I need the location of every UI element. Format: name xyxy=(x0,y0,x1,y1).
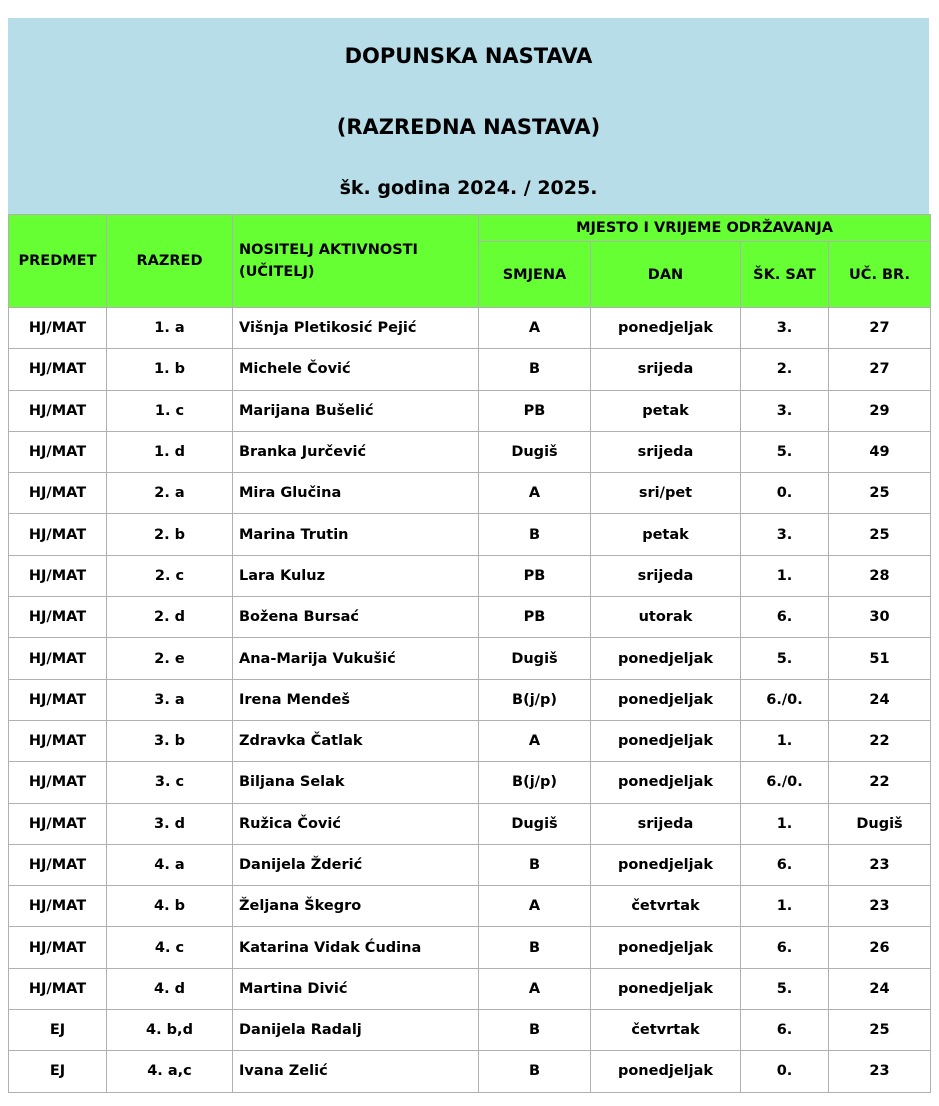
cell-razred: 3. a xyxy=(107,679,233,720)
cell-uc-br: 25 xyxy=(829,1010,931,1051)
table-row xyxy=(9,473,931,514)
cell-razred: 4. b xyxy=(107,886,233,927)
table-row xyxy=(9,968,931,1009)
cell-uc-br: 25 xyxy=(829,473,931,514)
schedule-table xyxy=(8,214,931,1093)
cell-smjena: B xyxy=(479,927,591,968)
table-row xyxy=(9,844,931,885)
table-row xyxy=(9,390,931,431)
cell-predmet: HJ/MAT xyxy=(9,473,107,514)
cell-predmet: HJ/MAT xyxy=(9,514,107,555)
cell-ucitelj: Martina Divić xyxy=(233,968,479,1009)
cell-sat: 6. xyxy=(741,597,829,638)
cell-ucitelj: Michele Čović xyxy=(233,349,479,390)
cell-dan: ponedjeljak xyxy=(591,308,741,349)
cell-uc-br: 27 xyxy=(829,349,931,390)
cell-dan: četvrtak xyxy=(591,886,741,927)
cell-ucitelj: Božena Bursać xyxy=(233,597,479,638)
col-header-predmet: PREDMET xyxy=(9,215,107,308)
cell-smjena: B(j/p) xyxy=(479,762,591,803)
cell-predmet: HJ/MAT xyxy=(9,349,107,390)
cell-predmet: HJ/MAT xyxy=(9,927,107,968)
table-row xyxy=(9,638,931,679)
table-row xyxy=(9,308,931,349)
cell-razred: 4. c xyxy=(107,927,233,968)
table-row xyxy=(9,597,931,638)
cell-dan: petak xyxy=(591,390,741,431)
cell-smjena: PB xyxy=(479,555,591,596)
table-row xyxy=(9,1010,931,1051)
cell-razred: 2. d xyxy=(107,597,233,638)
table-body xyxy=(9,308,931,1093)
cell-sat: 3. xyxy=(741,308,829,349)
cell-sat: 6. xyxy=(741,927,829,968)
cell-smjena: A xyxy=(479,968,591,1009)
cell-smjena: A xyxy=(479,308,591,349)
document-header xyxy=(8,18,929,214)
cell-smjena: B xyxy=(479,844,591,885)
cell-ucitelj: Mira Glučina xyxy=(233,473,479,514)
cell-ucitelj: Lara Kuluz xyxy=(233,555,479,596)
table-row xyxy=(9,720,931,761)
cell-smjena: A xyxy=(479,473,591,514)
table-row xyxy=(9,803,931,844)
cell-sat: 6. xyxy=(741,1010,829,1051)
cell-ucitelj: Željana Škegro xyxy=(233,886,479,927)
cell-smjena: B xyxy=(479,1010,591,1051)
col-header-nositelj: NOSITELJ AKTIVNOSTI (UČITELJ) xyxy=(233,215,479,308)
cell-uc-br: 49 xyxy=(829,431,931,472)
cell-predmet: HJ/MAT xyxy=(9,431,107,472)
document-subtitle: (RAZREDNA NASTAVA) xyxy=(336,115,601,139)
cell-smjena: B xyxy=(479,1051,591,1092)
cell-predmet: HJ/MAT xyxy=(9,555,107,596)
table-row xyxy=(9,927,931,968)
cell-ucitelj: Višnja Pletikosić Pejić xyxy=(233,308,479,349)
cell-sat: 6./0. xyxy=(741,679,829,720)
cell-smjena: B(j/p) xyxy=(479,679,591,720)
cell-uc-br: Dugiš xyxy=(829,803,931,844)
table-row xyxy=(9,886,931,927)
cell-uc-br: 26 xyxy=(829,927,931,968)
document-title: DOPUNSKA NASTAVA xyxy=(344,44,593,68)
cell-uc-br: 24 xyxy=(829,968,931,1009)
cell-ucitelj: Biljana Selak xyxy=(233,762,479,803)
col-header-dan: DAN xyxy=(591,242,741,308)
cell-razred: 2. a xyxy=(107,473,233,514)
cell-ucitelj: Danijela Radalj xyxy=(233,1010,479,1051)
table-row xyxy=(9,431,931,472)
cell-dan: ponedjeljak xyxy=(591,762,741,803)
cell-sat: 1. xyxy=(741,803,829,844)
table-row xyxy=(9,349,931,390)
cell-smjena: A xyxy=(479,886,591,927)
cell-sat: 6./0. xyxy=(741,762,829,803)
cell-ucitelj: Marina Trutin xyxy=(233,514,479,555)
table-row xyxy=(9,1051,931,1092)
cell-predmet: HJ/MAT xyxy=(9,390,107,431)
cell-razred: 3. b xyxy=(107,720,233,761)
cell-smjena: Dugiš xyxy=(479,803,591,844)
cell-sat: 5. xyxy=(741,968,829,1009)
cell-razred: 2. c xyxy=(107,555,233,596)
cell-predmet: HJ/MAT xyxy=(9,638,107,679)
cell-dan: ponedjeljak xyxy=(591,844,741,885)
cell-razred: 4. d xyxy=(107,968,233,1009)
cell-dan: petak xyxy=(591,514,741,555)
cell-sat: 5. xyxy=(741,638,829,679)
cell-dan: ponedjeljak xyxy=(591,638,741,679)
cell-smjena: A xyxy=(479,720,591,761)
col-header-razred: RAZRED xyxy=(107,215,233,308)
school-year: šk. godina 2024. / 2025. xyxy=(339,177,598,199)
cell-ucitelj: Katarina Vidak Ćudina xyxy=(233,927,479,968)
cell-razred: 1. a xyxy=(107,308,233,349)
cell-uc-br: 29 xyxy=(829,390,931,431)
cell-ucitelj: Marijana Bušelić xyxy=(233,390,479,431)
cell-predmet: HJ/MAT xyxy=(9,886,107,927)
cell-ucitelj: Zdravka Čatlak xyxy=(233,720,479,761)
cell-ucitelj: Branka Jurčević xyxy=(233,431,479,472)
cell-smjena: Dugiš xyxy=(479,638,591,679)
cell-razred: 4. a,c xyxy=(107,1051,233,1092)
cell-razred: 2. b xyxy=(107,514,233,555)
cell-uc-br: 23 xyxy=(829,1051,931,1092)
cell-sat: 1. xyxy=(741,886,829,927)
cell-sat: 0. xyxy=(741,1051,829,1092)
cell-sat: 0. xyxy=(741,473,829,514)
cell-razred: 1. c xyxy=(107,390,233,431)
cell-uc-br: 51 xyxy=(829,638,931,679)
cell-uc-br: 24 xyxy=(829,679,931,720)
cell-razred: 4. b,d xyxy=(107,1010,233,1051)
cell-uc-br: 25 xyxy=(829,514,931,555)
col-header-smjena: SMJENA xyxy=(479,242,591,308)
cell-sat: 3. xyxy=(741,390,829,431)
col-header-mjesto-group: MJESTO I VRIJEME ODRŽAVANJA xyxy=(479,215,931,242)
cell-predmet: HJ/MAT xyxy=(9,844,107,885)
table-row xyxy=(9,679,931,720)
cell-ucitelj: Ružica Čović xyxy=(233,803,479,844)
cell-dan: srijeda xyxy=(591,555,741,596)
cell-dan: ponedjeljak xyxy=(591,1051,741,1092)
cell-sat: 6. xyxy=(741,844,829,885)
cell-smjena: B xyxy=(479,349,591,390)
table-row xyxy=(9,555,931,596)
cell-uc-br: 30 xyxy=(829,597,931,638)
cell-razred: 1. d xyxy=(107,431,233,472)
cell-uc-br: 28 xyxy=(829,555,931,596)
cell-smjena: Dugiš xyxy=(479,431,591,472)
col-header-uc-br: UČ. BR. xyxy=(829,242,931,308)
cell-sat: 5. xyxy=(741,431,829,472)
cell-ucitelj: Ana-Marija Vukušić xyxy=(233,638,479,679)
cell-predmet: HJ/MAT xyxy=(9,597,107,638)
cell-sat: 3. xyxy=(741,514,829,555)
cell-dan: ponedjeljak xyxy=(591,927,741,968)
cell-smjena: PB xyxy=(479,597,591,638)
cell-sat: 1. xyxy=(741,720,829,761)
cell-dan: ponedjeljak xyxy=(591,968,741,1009)
cell-dan: srijeda xyxy=(591,431,741,472)
cell-sat: 1. xyxy=(741,555,829,596)
cell-razred: 2. e xyxy=(107,638,233,679)
cell-uc-br: 22 xyxy=(829,762,931,803)
cell-dan: ponedjeljak xyxy=(591,720,741,761)
table-row xyxy=(9,514,931,555)
col-header-sat: ŠK. SAT xyxy=(741,242,829,308)
cell-smjena: PB xyxy=(479,390,591,431)
cell-dan: ponedjeljak xyxy=(591,679,741,720)
cell-predmet: HJ/MAT xyxy=(9,762,107,803)
cell-predmet: EJ xyxy=(9,1051,107,1092)
cell-predmet: EJ xyxy=(9,1010,107,1051)
cell-dan: sri/pet xyxy=(591,473,741,514)
cell-dan: srijeda xyxy=(591,349,741,390)
table-row xyxy=(9,762,931,803)
cell-predmet: HJ/MAT xyxy=(9,308,107,349)
cell-predmet: HJ/MAT xyxy=(9,803,107,844)
cell-dan: srijeda xyxy=(591,803,741,844)
cell-razred: 3. c xyxy=(107,762,233,803)
cell-dan: utorak xyxy=(591,597,741,638)
cell-ucitelj: Irena Mendeš xyxy=(233,679,479,720)
cell-uc-br: 27 xyxy=(829,308,931,349)
cell-razred: 3. d xyxy=(107,803,233,844)
cell-predmet: HJ/MAT xyxy=(9,720,107,761)
cell-ucitelj: Danijela Žderić xyxy=(233,844,479,885)
cell-uc-br: 23 xyxy=(829,844,931,885)
cell-smjena: B xyxy=(479,514,591,555)
cell-sat: 2. xyxy=(741,349,829,390)
cell-razred: 4. a xyxy=(107,844,233,885)
cell-dan: četvrtak xyxy=(591,1010,741,1051)
cell-predmet: HJ/MAT xyxy=(9,679,107,720)
cell-predmet: HJ/MAT xyxy=(9,968,107,1009)
cell-razred: 1. b xyxy=(107,349,233,390)
cell-uc-br: 23 xyxy=(829,886,931,927)
cell-ucitelj: Ivana Zelić xyxy=(233,1051,479,1092)
cell-uc-br: 22 xyxy=(829,720,931,761)
